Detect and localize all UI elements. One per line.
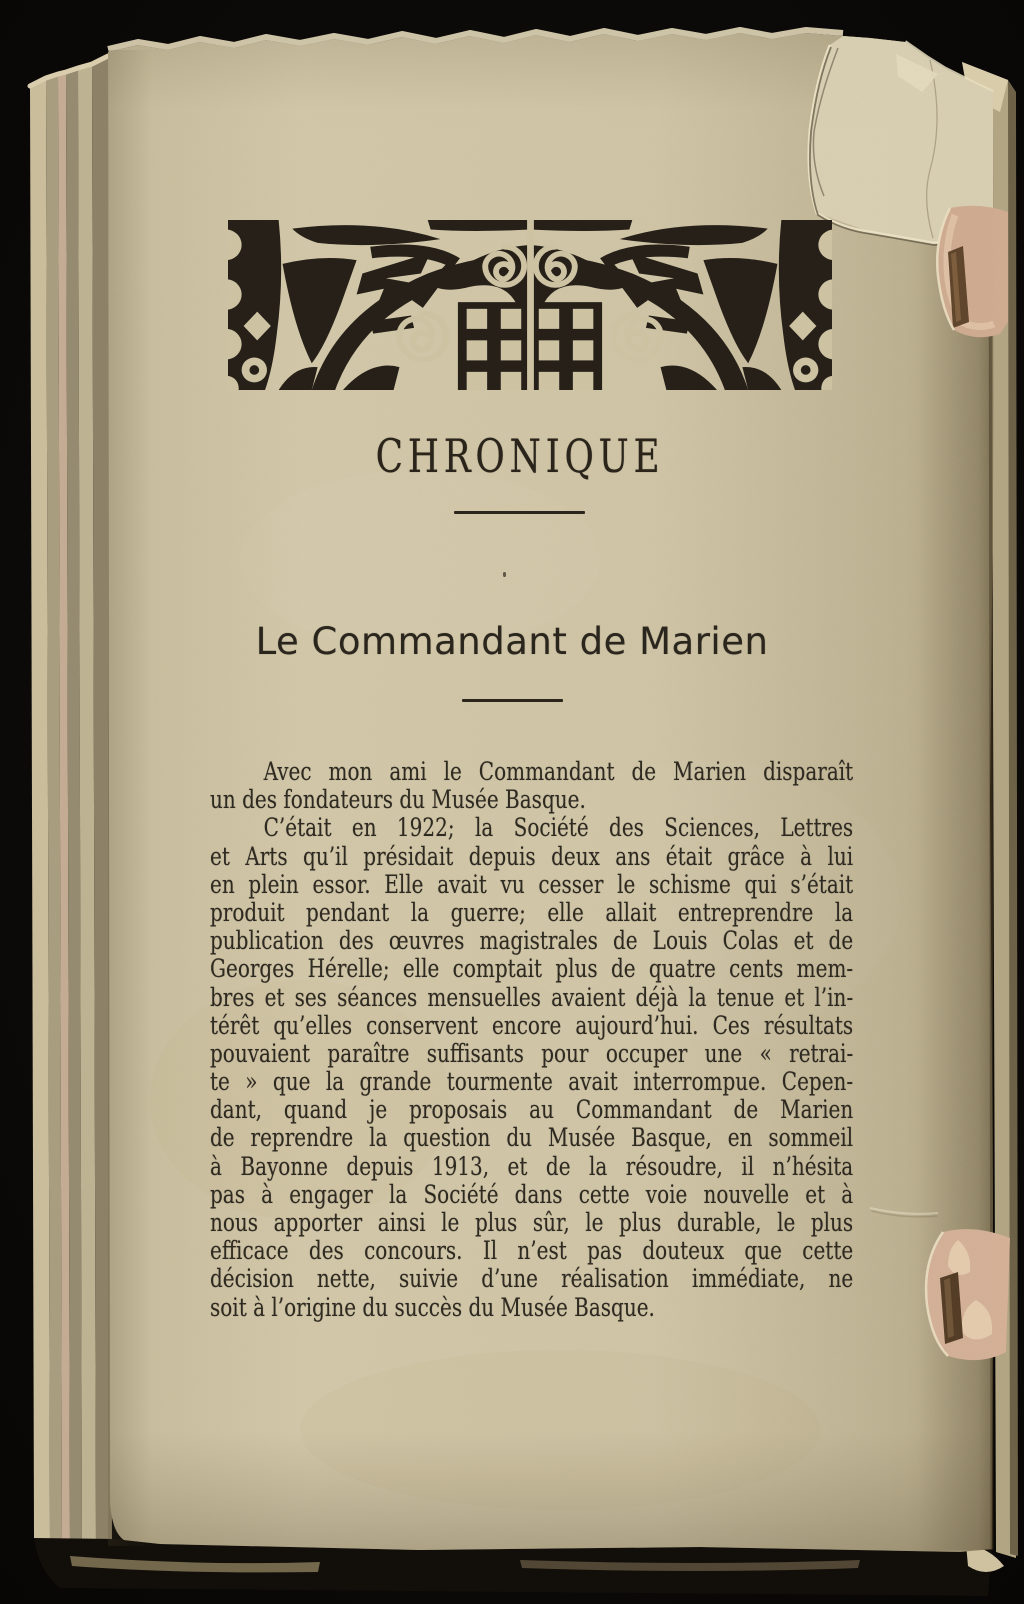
text-line: C’était en 1922; la Société des Sciences, Lettres	[263, 813, 854, 843]
paragraph	[210, 758, 853, 814]
text-line: térêt qu’elles conservent encore aujourd’hui. Ces résultats	[210, 1010, 854, 1040]
text-line: Georges Hérelle; elle comptait plus de quatre cents mem-	[210, 954, 854, 984]
text-line: efficace des concours. Il n’est pas douteux que cette	[210, 1236, 854, 1266]
text-line: soit à l’origine du succès du Musée Basque.	[210, 1292, 655, 1322]
paragraph	[210, 814, 853, 1321]
text-line: dant, quand je proposais au Commandant de Marien	[210, 1095, 854, 1125]
ornament-right-half	[530, 220, 832, 390]
section-title-rule	[454, 511, 585, 514]
article-body	[210, 758, 853, 1322]
ornament-headband	[228, 220, 832, 390]
page-stack-left	[30, 56, 112, 1555]
text-line: de reprendre la question du Musée Basque, en sommeil	[210, 1123, 854, 1153]
text-line: te » que la grande tourmente avait interrompue. Cepen-	[210, 1067, 854, 1097]
article-title: Le Commandant de Marien	[255, 620, 769, 663]
text-line: à Bayonne depuis 1913, et de la résoudre, il n’hésita	[210, 1151, 854, 1181]
text-line: décision nette, suivie d’une réalisation immédiate, ne	[210, 1264, 854, 1294]
text-line: produit pendant la guerre; elle allait entreprendre la	[210, 897, 854, 927]
text-line: un des fondateurs du Musée Basque.	[210, 785, 586, 815]
ornament-left-half	[228, 220, 530, 390]
text-line: bres et ses séances mensuelles avaient déjà la tenue et l’in-	[210, 982, 854, 1012]
text-line: publication des œuvres magistrales de Louis Colas et de	[210, 926, 854, 956]
text-line: Avec mon ami le Commandant de Marien disparaît	[263, 757, 854, 786]
text-line: pouvaient paraître suffisants pour occuper une « retrai-	[210, 1038, 854, 1068]
section-title: CHRONIQUE	[375, 429, 665, 483]
text-line: nous apporter ainsi le plus sûr, le plus durable, le plus	[210, 1208, 854, 1237]
text-line: en plein essor. Elle avait vu cesser le schisme qui s’était	[210, 869, 854, 899]
printers-dot	[503, 572, 506, 577]
text-line: et Arts qu’il présidait depuis deux ans était grâce à lui	[210, 841, 854, 871]
article-title-rule	[462, 699, 563, 702]
ornament-center-seam	[527, 220, 534, 390]
text-line: pas à engager la Société dans cette voie nouvelle et à	[210, 1179, 854, 1209]
